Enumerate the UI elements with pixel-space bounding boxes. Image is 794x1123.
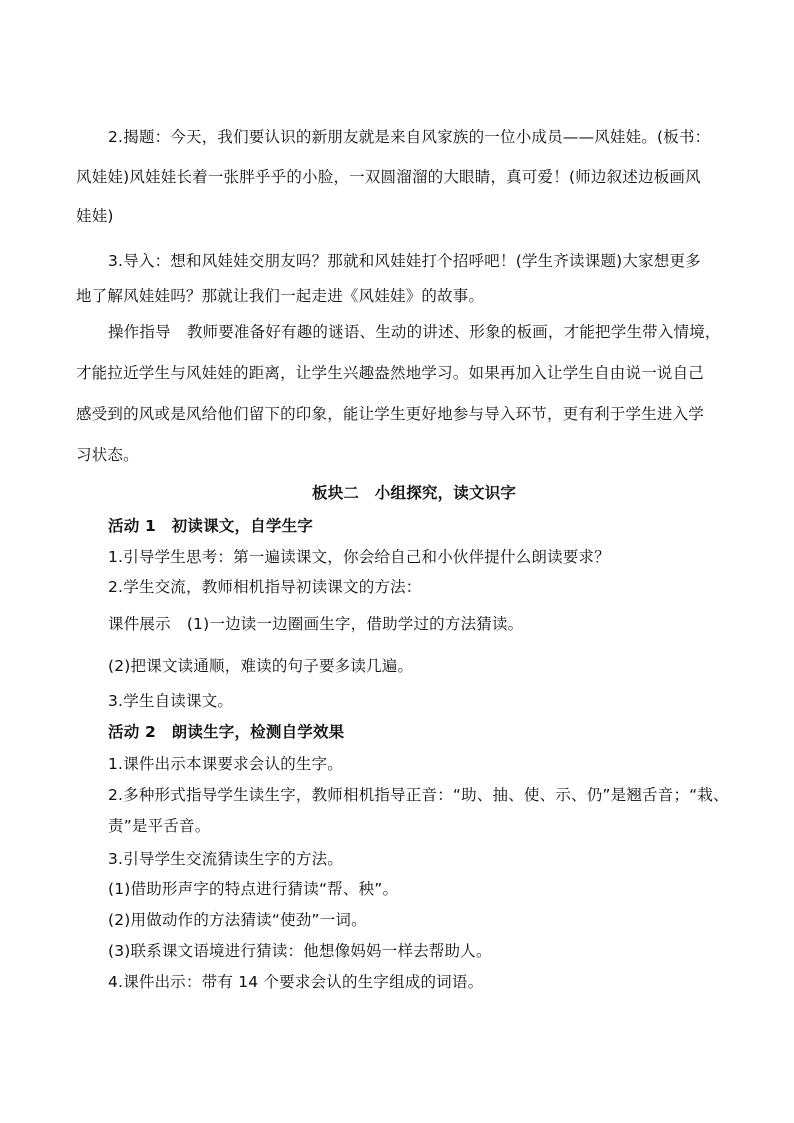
list-item: 2.学生交流，教师相机指导初读课文的方法： <box>108 578 422 596</box>
section-heading: 板块二 小组探究，读文识字 <box>312 484 517 502</box>
courseware-display-line <box>108 614 523 634</box>
courseware-display-label: 课件展示 <box>108 615 171 633</box>
list-item: (3)联系课文语境进行猜读：他想像妈妈一样去帮助人。 <box>108 942 492 960</box>
guidance-label: 操作指导 <box>108 323 171 341</box>
list-item: (2)用做动作的方法猜读“使劲”一词。 <box>108 911 367 929</box>
text-line: 3.导入：想和风娃娃交朋友吗？那就和风娃娃打个招呼吧！(学生齐读课题)大家想更多 <box>108 252 701 270</box>
courseware-display-text: (1)一边读一边圈画生字，借助学过的方法猜读。 <box>186 615 524 633</box>
list-item: 1.课件出示本课要求会认的生字。 <box>108 755 343 773</box>
list-item: 2.多种形式指导学生读生字，教师相机指导正音：“助、抽、使、示、仍”是翘舌音；“栽、 <box>108 786 729 804</box>
text-line: 娃娃) <box>76 207 114 225</box>
list-item: 3.学生自读课文。 <box>108 692 234 710</box>
guidance-line <box>108 322 721 342</box>
activity-title: 活动 2 朗读生字，检测自学效果 <box>108 723 345 741</box>
list-item: (2)把课文读通顺，难读的句子要多读几遍。 <box>108 657 414 675</box>
guidance-text: 教师要准备好有趣的谜语、生动的讲述、形象的板画，才能把学生带入情境， <box>186 323 721 341</box>
list-item: 4.课件出示：带有 14 个要求会认的生字组成的词语。 <box>108 973 484 991</box>
text-line: 风娃娃)风娃娃长着一张胖乎乎的小脸，一双圆溜溜的大眼睛，真可爱！(师边叙述边板画风 <box>76 168 701 186</box>
text-line: 2.揭题：今天，我们要认识的新朋友就是来自风家族的一位小成员——风娃娃。(板书： <box>108 128 711 146</box>
list-item: 3.引导学生交流猜读生字的方法。 <box>108 850 343 868</box>
list-item: (1)借助形声字的特点进行猜读“帮、秧”。 <box>108 880 399 898</box>
activity-title: 活动 1 初读课文，自学生字 <box>108 517 313 535</box>
list-item: 责”是平舌音。 <box>108 817 211 835</box>
text-line: 感受到的风或是风给他们留下的印象，能让学生更好地参与导入环节，更有利于学生进入学 <box>76 405 705 423</box>
text-line: 习状态。 <box>76 446 139 464</box>
text-line: 才能拉近学生与风娃娃的距离，让学生兴趣盎然地学习。如果再加入让学生自由说一说自己 <box>76 364 705 382</box>
text-line: 地了解风娃娃吗？那就让我们一起走进《风娃娃》的故事。 <box>76 287 485 305</box>
list-item: 1.引导学生思考：第一遍读课文，你会给自己和小伙伴提什么朗读要求？ <box>108 548 610 566</box>
